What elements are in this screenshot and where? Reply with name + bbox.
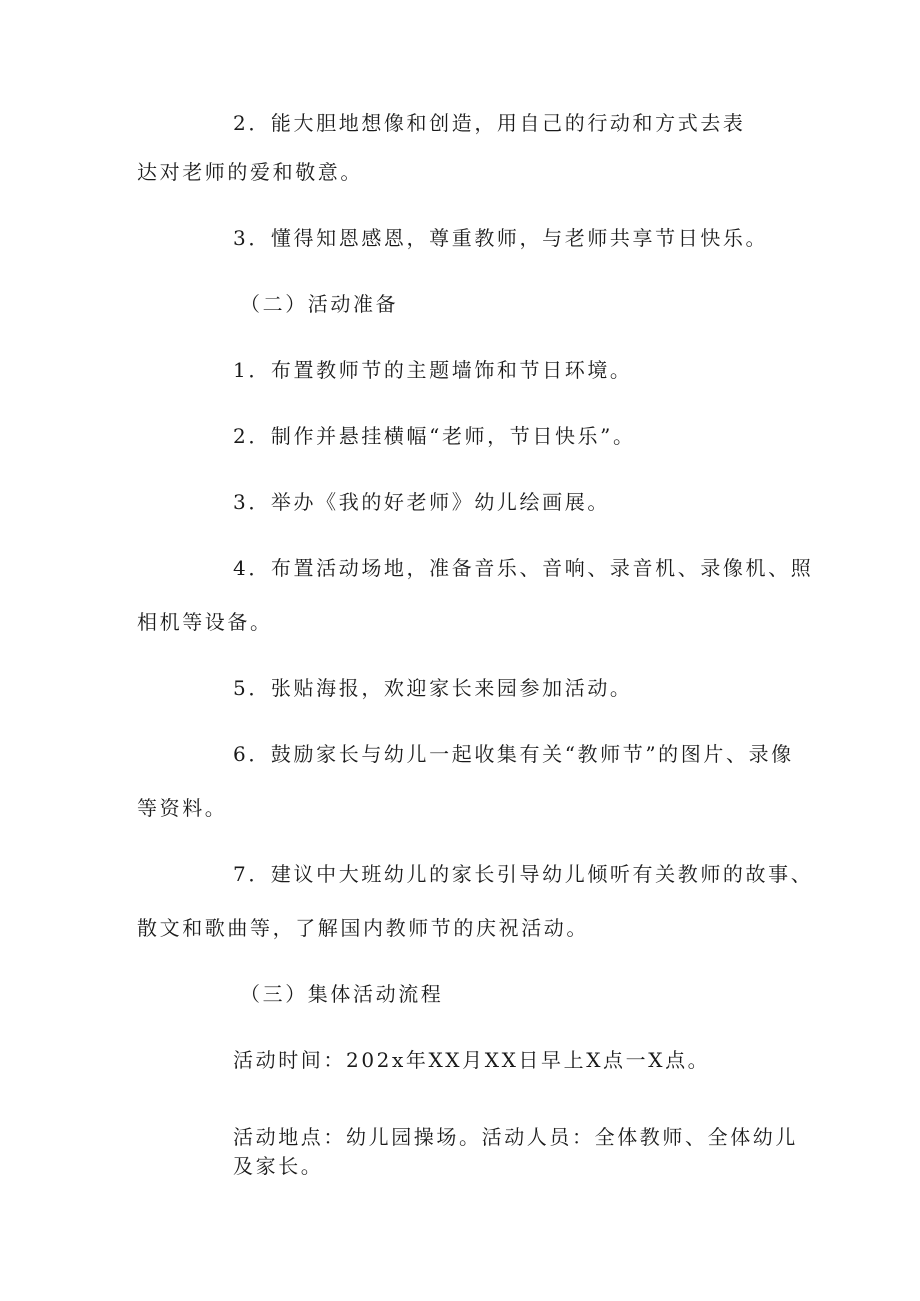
prep-item-4-line-2: 相机等设备。 [137, 610, 273, 634]
prep-item-7-line-1: 7．建议中大班幼儿的家长引导幼儿倾听有关教师的故事、 [233, 862, 814, 886]
prep-item-2: 2．制作并悬挂横幅“老师，节日快乐”。 [233, 424, 636, 448]
section-heading-process: （三）集体活动流程 [240, 982, 444, 1006]
goal-3: 3．懂得知恩感恩，尊重教师，与老师共享节日快乐。 [233, 226, 769, 250]
prep-item-4-line-1: 4．布置活动场地，准备音乐、音响、录音机、录像机、照 [233, 556, 814, 580]
prep-item-5: 5．张贴海报，欢迎家长来园参加活动。 [233, 676, 633, 700]
goal-2-line-2: 达对老师的爱和敬意。 [137, 160, 363, 184]
prep-item-7-line-2: 散文和歌曲等，了解国内教师节的庆祝活动。 [137, 916, 589, 940]
goal-2-line-1: 2．能大胆地想像和创造，用自己的行动和方式去表 [233, 111, 746, 135]
prep-item-6-line-2: 等资料。 [137, 796, 228, 820]
prep-item-3: 3．举办《我的好老师》幼儿绘画展。 [233, 490, 610, 514]
prep-item-6-line-1: 6．鼓励家长与幼儿一起收集有关“教师节”的图片、录像 [233, 742, 794, 766]
activity-time: 活动时间：202x年XX月XX日早上X点一X点。 [233, 1048, 711, 1072]
section-heading-preparation: （二）活动准备 [240, 292, 399, 316]
activity-place-line-1: 活动地点：幼儿园操场。活动人员：全体教师、全体幼儿 [233, 1125, 798, 1149]
prep-item-1: 1．布置教师节的主题墙饰和节日环境。 [233, 358, 633, 382]
activity-place-line-2: 及家长。 [233, 1154, 324, 1178]
